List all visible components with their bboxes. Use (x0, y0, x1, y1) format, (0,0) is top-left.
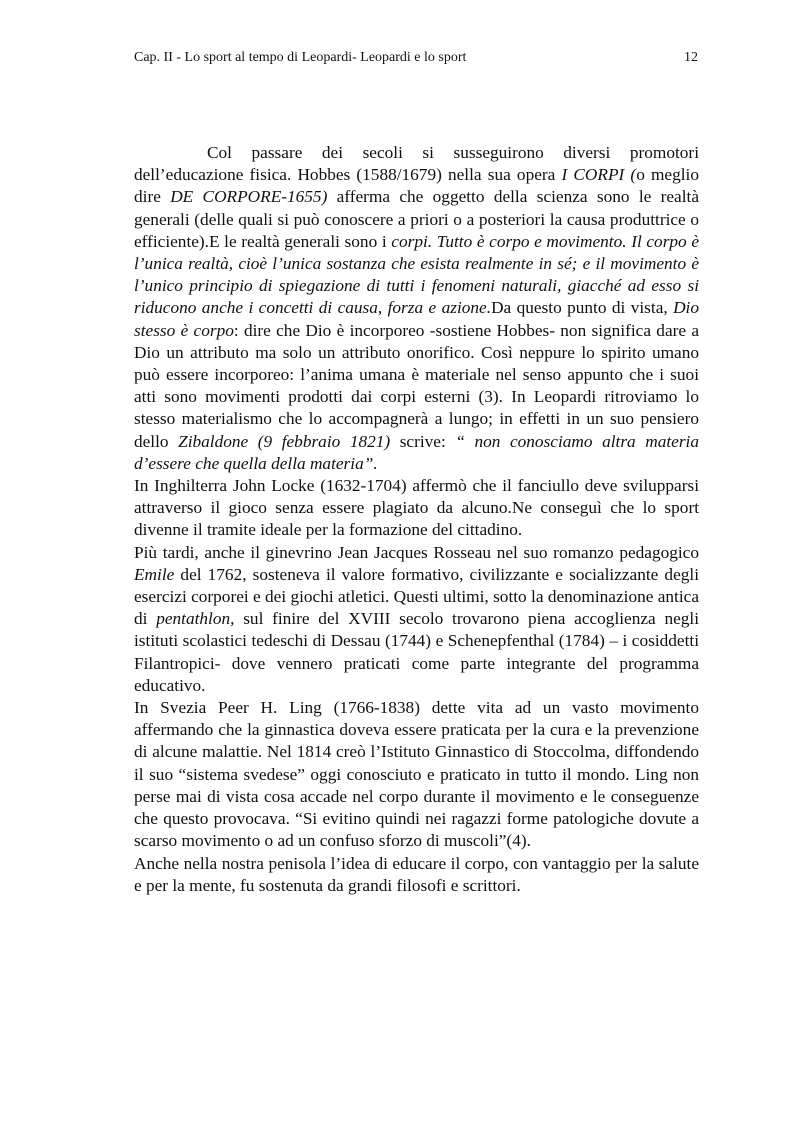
chapter-title: Cap. II - Lo sport al tempo di Leopardi- Leopardi e lo sport (134, 50, 467, 65)
text-run: : dire che Dio è incorporeo -sostiene Hobbes- non significa dare a Dio un attributo ma solo un attributo onorifico. Così neppure lo spirito umano può essere incorporeo: l’anima umana è materiale nel senso appunto che i suoi atti sono movimenti prodotti dai corpi esterni (3). In Leopardi ritroviamo lo stesso materialismo che lo accompagnerà a lungo; in effetti in un suo pensiero dello (134, 320, 700, 451)
text-run: Col passare dei secoli si susseguirono diversi promotori dell’educazione fisica. Hobbes (1588/1679) nella sua opera (134, 143, 699, 185)
text-run-italic: Emile (134, 564, 175, 584)
text-run-italic: I CORPI ( (561, 165, 637, 185)
text-run: sul finire del XVIII secolo trovarono piena accoglienza negli istituti scolastici tedeschi di Dessau (1744) e Schenepfenthal (1784) – i cosiddetti Filantropici- dove vennero praticati come parte integrante del programma educativo. (134, 609, 699, 695)
text-run: Più tardi, anche il ginevrino Jean Jacques Rosseau nel suo romanzo pedagogico (134, 542, 699, 562)
paragraph-penisola (134, 853, 699, 897)
text-run-italic: Zibaldone (9 febbraio 1821) (178, 431, 391, 451)
paragraph-hobbes (134, 142, 699, 475)
paragraph-locke (134, 475, 699, 542)
page-header (134, 48, 698, 68)
text-run-italic: “ non conosciamo altra materia d’essere che quella della materia”. (134, 431, 699, 473)
text-run-italic: corpi. Tutto è corpo e movimento. Il corpo è l’unica realtà, cioè l’unica sostanza che esista realmente in sé; e il movimento è l’unico principio di spiegazione di tutti i fenomeni naturali, giacché ad esso si riducono anche i concetti di causa, forza e azione. (134, 231, 700, 318)
text-run: In Inghilterra John Locke (1632-1704) affermò che il fanciullo deve svilupparsi attraverso il gioco senza essere plagiato da alcuno.Ne conseguì che lo sport divenne il tramite ideale per la formazione del cittadino. (134, 476, 699, 540)
text-run: o meglio dire (134, 165, 699, 207)
text-run: afferma che oggetto della scienza sono le realtà generali (delle quali si può conoscere a priori o a posteriori la causa produttrice o efficiente).E le realtà generali sono i (134, 187, 700, 251)
text-run: Anche nella nostra penisola l’idea di educare il corpo, con vantaggio per la salute e per la mente, fu sostenuta da grandi filosofi e scrittori. (134, 853, 699, 895)
text-run-italic: pentathlon, (156, 609, 235, 629)
body-text (134, 142, 699, 897)
page-number: 12 (684, 50, 698, 65)
paragraph-ling (134, 697, 699, 852)
text-run: Da questo punto di vista, (491, 298, 674, 318)
text-run-italic: DE CORPORE-1655) (170, 187, 328, 207)
text-run: del 1762, sosteneva il valore formativo, civilizzante e socializzante degli esercizi corporei e dei giochi atletici. Questi ultimi, sotto la denominazione antica di (134, 564, 699, 629)
paragraph-rousseau (134, 542, 699, 697)
text-run: In Svezia Peer H. Ling (1766-1838) dette vita ad un vasto movimento affermando che la ginnastica doveva essere praticata per la cura e la prevenzione di alcune malattie. Nel 1814 creò l’Istituto Ginnastico di Stoccolma, diffondendo il suo “sistema svedese” oggi conosciuto e praticato in tutto il mondo. Ling non perse mai di vista cosa accade nel corpo durante il movimento e le conseguenze che questo provocava. “Si evitino quindi nei ragazzi forme patologiche dovute a scarso movimento o ad un confuso sforzo di muscoli”(4). (134, 698, 699, 851)
text-run: scrive: (390, 431, 456, 451)
text-run-italic: Dio stesso è corpo (134, 298, 699, 340)
